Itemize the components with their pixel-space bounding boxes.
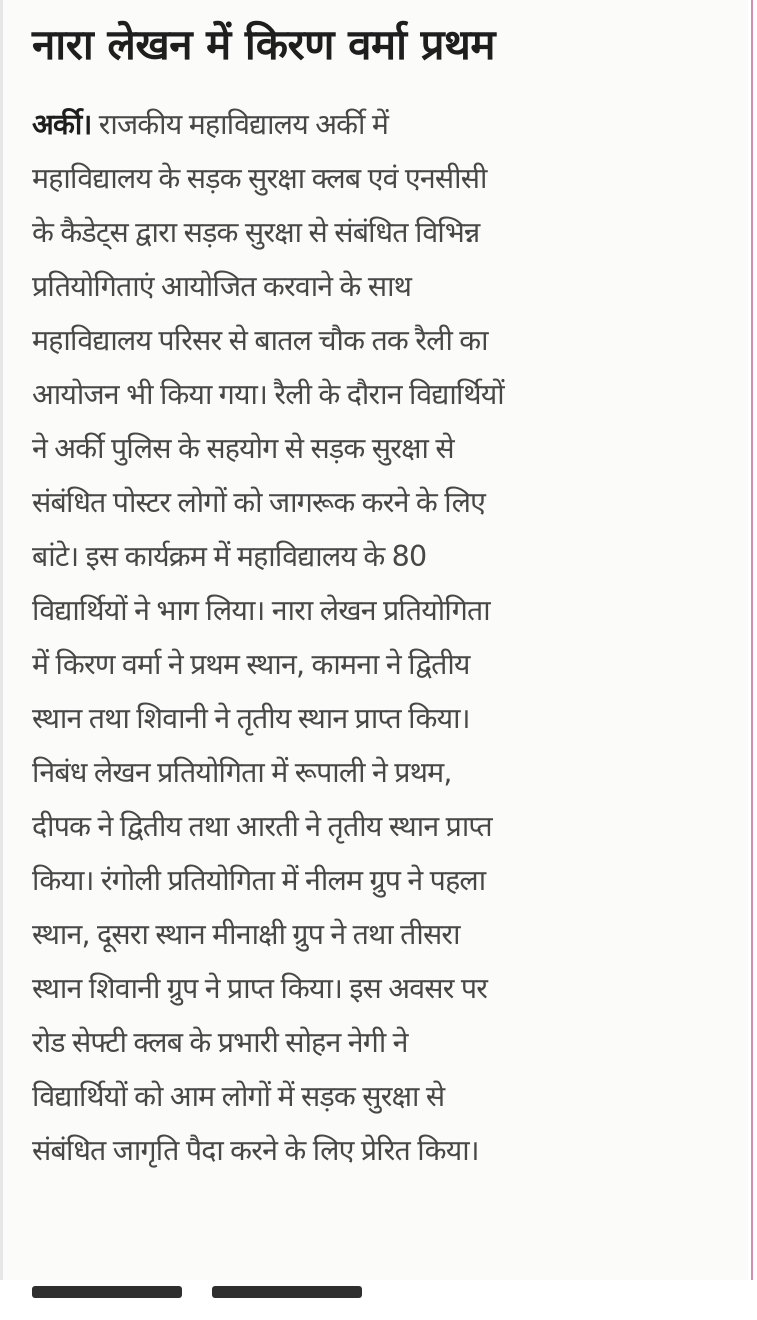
article-body [32,98,708,1178]
article-line-6: आयोजन भी किया गया। रैली के दौरान विद्यार्थियों [32,378,504,411]
dateline: अर्की। [32,108,92,141]
article-line-20: संबंधित जागृति पैदा करने के लिए प्रेरित किया। [32,1134,479,1167]
article-line-17: स्थान शिवानी ग्रुप ने प्राप्त किया। इस अवसर पर [32,972,488,1005]
cutoff-text-fragment [212,1286,362,1298]
article-line-11: में किरण वर्मा ने प्रथम स्थान, कामना ने द्वितीय [32,648,470,681]
article-headline: नारा लेखन में किरण वर्मा प्रथम [32,20,495,69]
article-line-1 [32,98,708,152]
article-line-2: महाविद्यालय के सड़क सुरक्षा क्लब एवं एनसीसी [32,162,487,195]
article-line-5: महाविद्यालय परिसर से बातल चौक तक रैली का [32,324,488,357]
article-line-13: निबंध लेखन प्रतियोगिता में रूपाली ने प्रथम, [32,756,452,789]
article-line-14: दीपक ने द्वितीय तथा आरती ने तृतीय स्थान प्राप्त [32,810,492,843]
article-line-3: के कैडेट्स द्वारा सड़क सुरक्षा से संबंधित विभिन्न [32,216,480,249]
article-line-10: विद्यार्थियों ने भाग लिया। नारा लेखन प्रतियोगिता [32,594,490,627]
clipping-right-edge [748,0,757,1280]
article-line-4: प्रतियोगिताएं आयोजित करवाने के साथ [32,270,412,303]
next-article-cutoff [32,1272,652,1320]
article-line-1-text: राजकीय महाविद्यालय अर्की में [91,108,389,141]
article-line-12: स्थान तथा शिवानी ने तृतीय स्थान प्राप्त किया। [32,702,470,735]
article-line-19: विद्यार्थियों को आम लोगों में सड़क सुरक्षा से [32,1080,445,1113]
article-line-18: रोड सेफ्टी क्लब के प्रभारी सोहन नेगी ने [32,1026,408,1059]
article-line-9: बांटे। इस कार्यक्रम में महाविद्यालय के 80 [32,540,427,573]
clipping-left-edge [0,0,3,1280]
article-line-7: ने अर्की पुलिस के सहयोग से सड़क सुरक्षा से [32,432,454,465]
article-line-16: स्थान, दूसरा स्थान मीनाक्षी ग्रुप ने तथा तीसरा [32,918,460,951]
article-line-15: किया। रंगोली प्रतियोगिता में नीलम ग्रुप ने पहला [32,864,486,897]
article-line-8: संबंधित पोस्टर लोगों को जागरूक करने के लिए [32,486,486,519]
cutoff-text-fragment [32,1286,182,1298]
